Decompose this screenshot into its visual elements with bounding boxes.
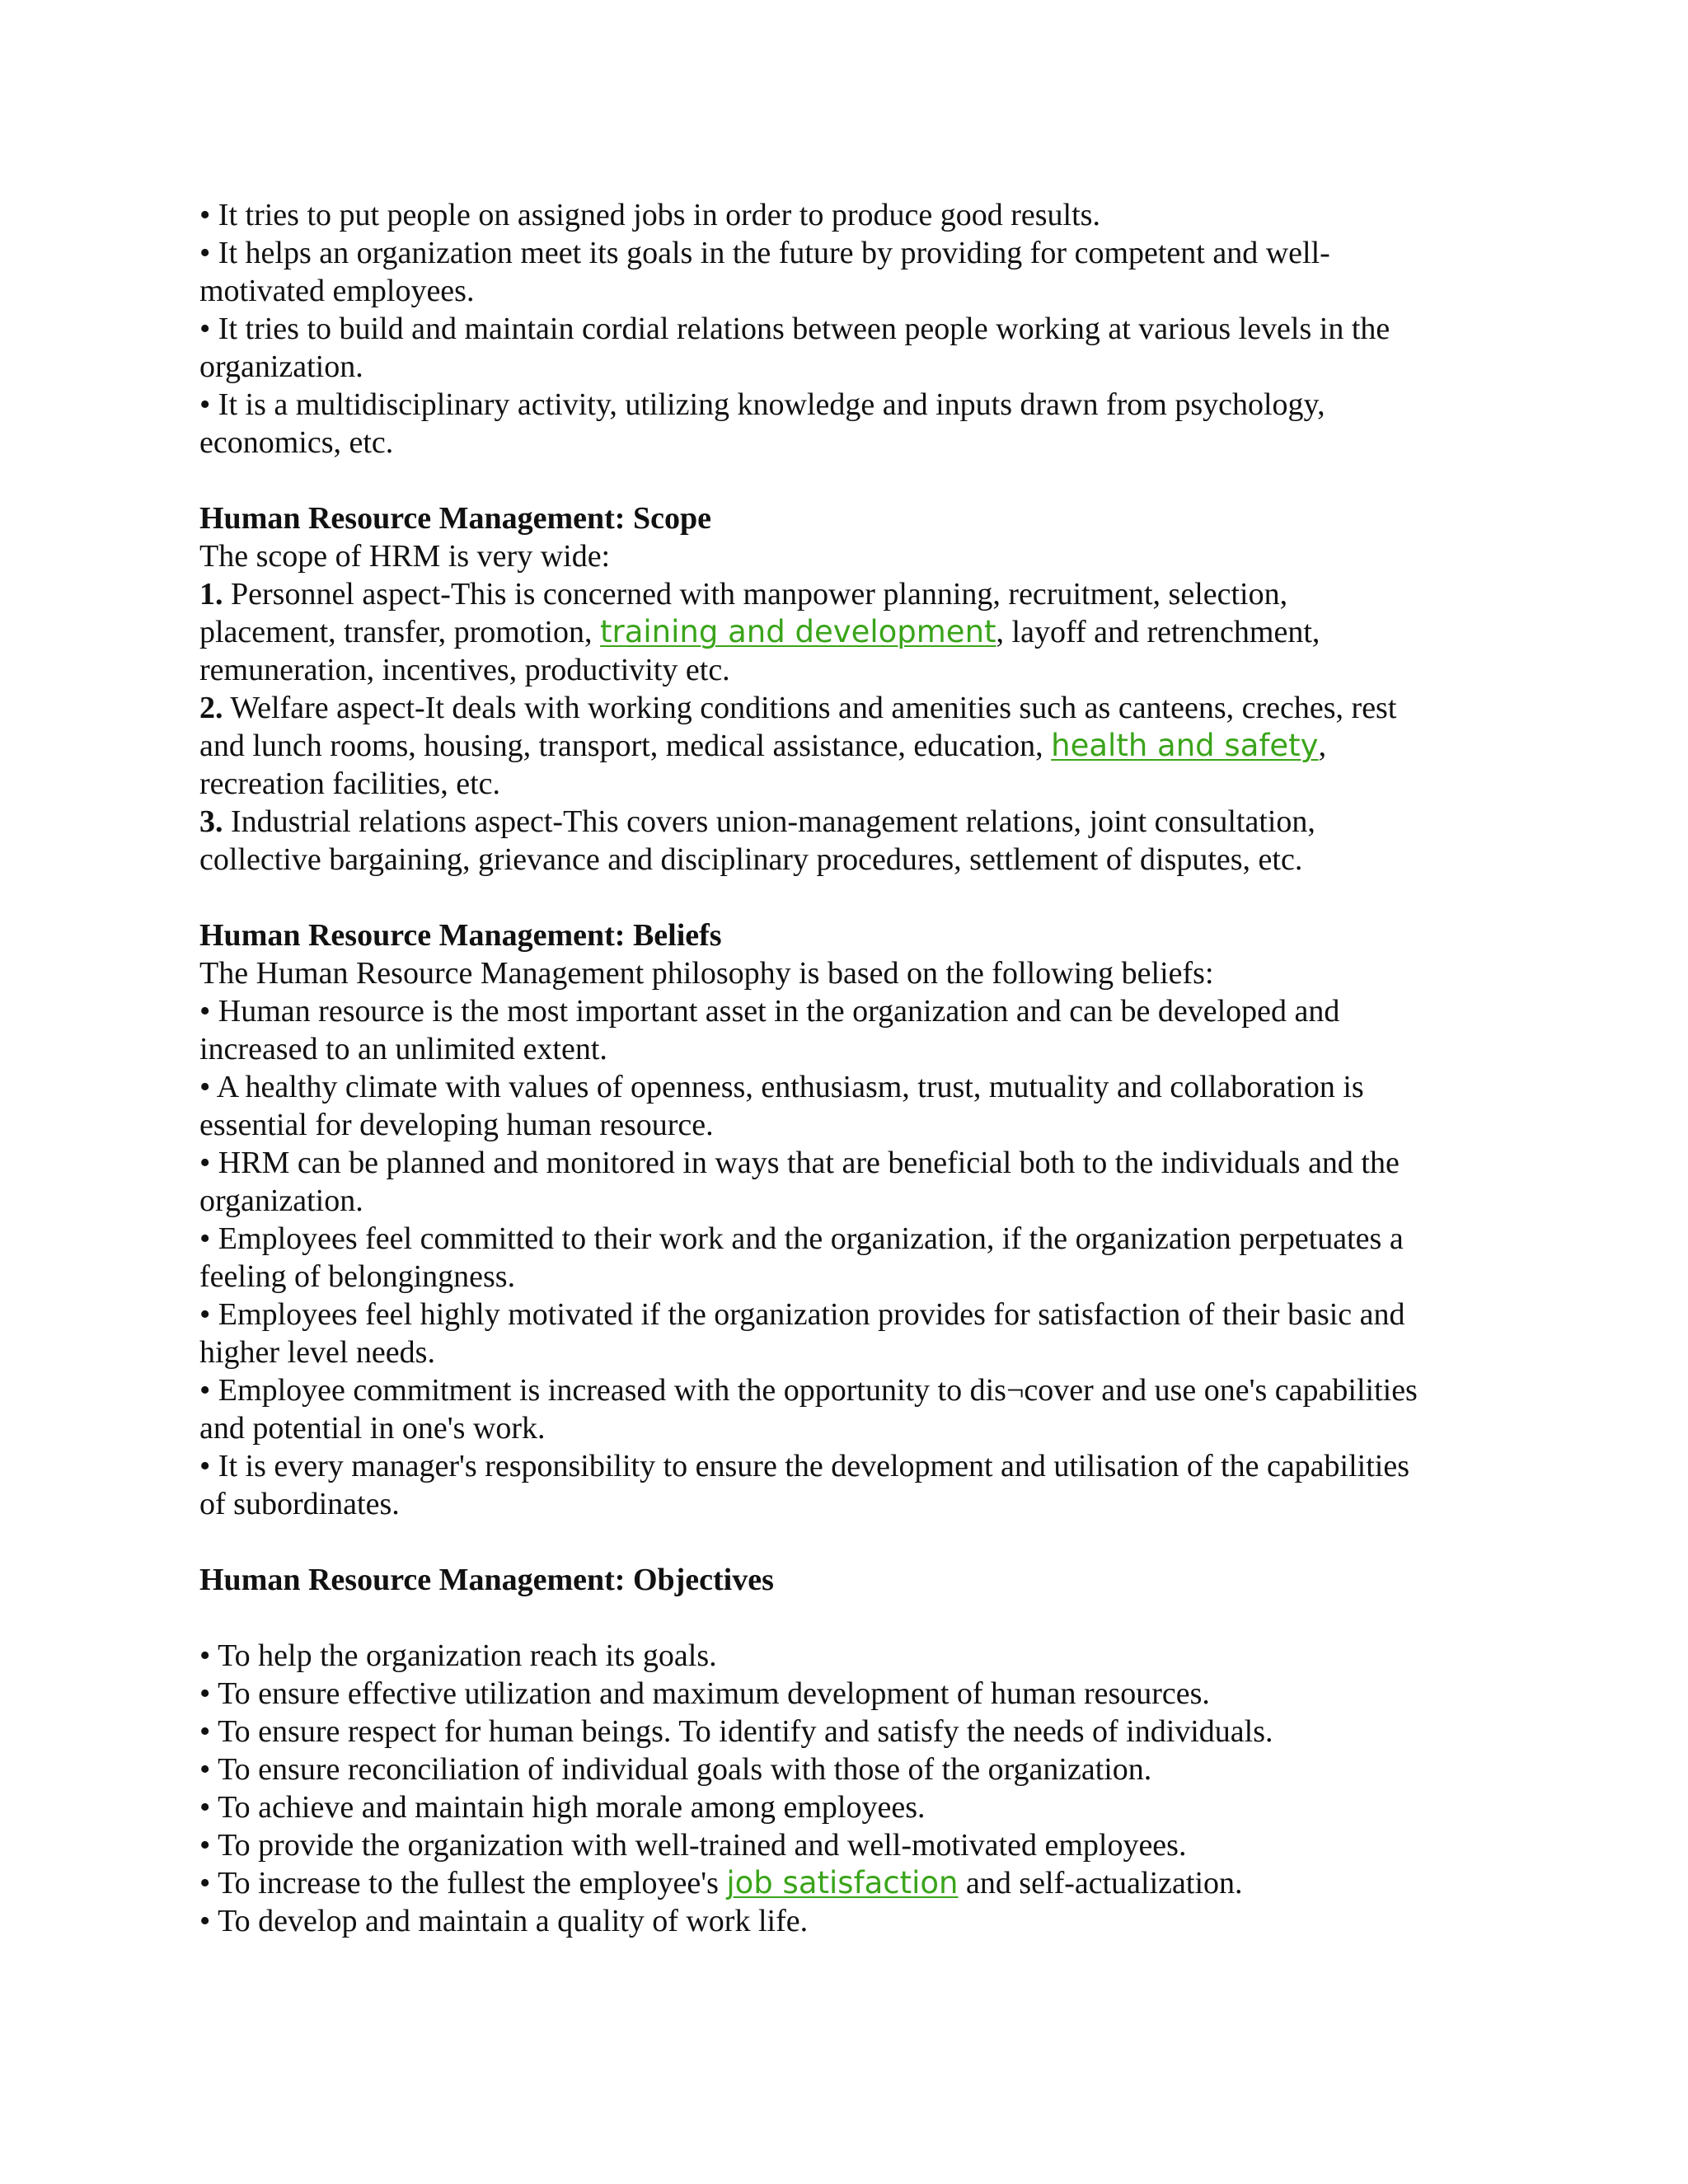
beliefs-line: • Employee commitment is increased with the opportunity to dis¬cover and use one's capabilities — [199, 1373, 1418, 1408]
item-number: 3. — [199, 804, 223, 839]
objectives-line: • To ensure reconciliation of individual goals with those of the organization. — [199, 1752, 1152, 1787]
beliefs-line: The Human Resource Management philosophy is based on the following beliefs: — [199, 956, 1214, 991]
intro-line: • It helps an organization meet its goals in the future by providing for competent and well- — [199, 236, 1330, 270]
intro-line: organization. — [199, 349, 363, 384]
scope-item-1-line-2 — [199, 613, 1518, 651]
item-text: • To increase to the fullest the employee's — [199, 1866, 727, 1900]
intro-line: motivated employees. — [199, 274, 475, 308]
scope-item-1 — [199, 575, 1518, 613]
document-page — [199, 196, 1518, 1940]
objectives-line: • To provide the organization with well-trained and well-motivated employees. — [199, 1828, 1187, 1863]
objectives-section — [199, 1561, 1518, 1940]
spacer — [199, 1523, 1518, 1561]
objectives-line: • To achieve and maintain high morale among employees. — [199, 1790, 926, 1825]
objectives-line: • To ensure respect for human beings. To identify and satisfy the needs of individuals. — [199, 1714, 1273, 1749]
beliefs-line: increased to an unlimited extent. — [199, 1032, 607, 1066]
spacer — [199, 879, 1518, 916]
beliefs-line: of subordinates. — [199, 1487, 400, 1521]
scope-intro: The scope of HRM is very wide: — [199, 539, 611, 574]
scope-item-2-line-2 — [199, 727, 1518, 765]
beliefs-line: • A healthy climate with values of openness, enthusiasm, trust, mutuality and collaboration is — [199, 1070, 1364, 1104]
item-text: Industrial relations aspect-This covers union-management relations, joint consultation, — [223, 804, 1315, 839]
beliefs-line: and potential in one's work. — [199, 1411, 546, 1446]
item-text: and self-actualization. — [958, 1866, 1243, 1900]
beliefs-section — [199, 916, 1518, 1523]
objectives-heading: Human Resource Management: Objectives — [199, 1563, 774, 1597]
beliefs-line: • It is every manager's responsibility to ensure the development and utilisation of the capabilities — [199, 1449, 1409, 1483]
item-number: 2. — [199, 691, 223, 725]
item-text: Personnel aspect-This is concerned with manpower planning, recruitment, selection, — [223, 577, 1288, 612]
beliefs-line: feeling of belongingness. — [199, 1259, 516, 1294]
scope-item-3 — [199, 803, 1518, 841]
scope-section — [199, 499, 1518, 879]
scope-item-2 — [199, 689, 1518, 727]
intro-line: • It tries to put people on assigned jobs in order to produce good results. — [199, 198, 1100, 232]
intro-line: • It is a multidisciplinary activity, utilizing knowledge and inputs drawn from psychology, — [199, 387, 1325, 422]
spacer — [199, 1599, 1518, 1637]
item-number: 1. — [199, 577, 223, 612]
health-and-safety-link[interactable]: health and safety — [1051, 728, 1319, 763]
beliefs-line: higher level needs. — [199, 1335, 435, 1370]
item-text: placement, transfer, promotion, — [199, 615, 600, 649]
beliefs-heading: Human Resource Management: Beliefs — [199, 918, 722, 953]
objectives-line-job-satisfaction — [199, 1864, 1518, 1902]
item-text: Welfare aspect-It deals with working conditions and amenities such as canteens, creches, rest — [223, 691, 1397, 725]
scope-item-3-line-2: collective bargaining, grievance and disciplinary procedures, settlement of disputes, etc. — [199, 842, 1303, 877]
beliefs-line: essential for developing human resource. — [199, 1108, 714, 1142]
beliefs-line: • HRM can be planned and monitored in ways that are beneficial both to the individuals and the — [199, 1146, 1400, 1180]
item-text: , — [1318, 729, 1327, 763]
scope-item-2-line-3: recreation facilities, etc. — [199, 766, 501, 801]
training-and-development-link[interactable]: training and development — [599, 614, 996, 649]
spacer — [199, 462, 1518, 499]
intro-section — [199, 196, 1518, 462]
scope-item-1-line-3: remuneration, incentives, productivity etc. — [199, 653, 730, 687]
job-satisfaction-link[interactable]: job satisfaction — [726, 1865, 959, 1900]
objectives-line: • To help the organization reach its goals. — [199, 1638, 717, 1673]
beliefs-line: • Employees feel highly motivated if the organization provides for satisfaction of their basic and — [199, 1297, 1405, 1332]
item-text: and lunch rooms, housing, transport, medical assistance, education, — [199, 729, 1052, 763]
beliefs-line: • Human resource is the most important asset in the organization and can be developed and — [199, 994, 1340, 1029]
objectives-line: • To develop and maintain a quality of work life. — [199, 1904, 809, 1938]
item-text: , layoff and retrenchment, — [996, 615, 1320, 649]
intro-line: • It tries to build and maintain cordial relations between people working at various levels in the — [199, 312, 1390, 346]
scope-heading: Human Resource Management: Scope — [199, 501, 711, 536]
beliefs-line: organization. — [199, 1183, 363, 1218]
beliefs-line: • Employees feel committed to their work and the organization, if the organization perpetuates a — [199, 1221, 1404, 1256]
intro-line: economics, etc. — [199, 425, 394, 460]
objectives-line: • To ensure effective utilization and maximum development of human resources. — [199, 1676, 1210, 1711]
